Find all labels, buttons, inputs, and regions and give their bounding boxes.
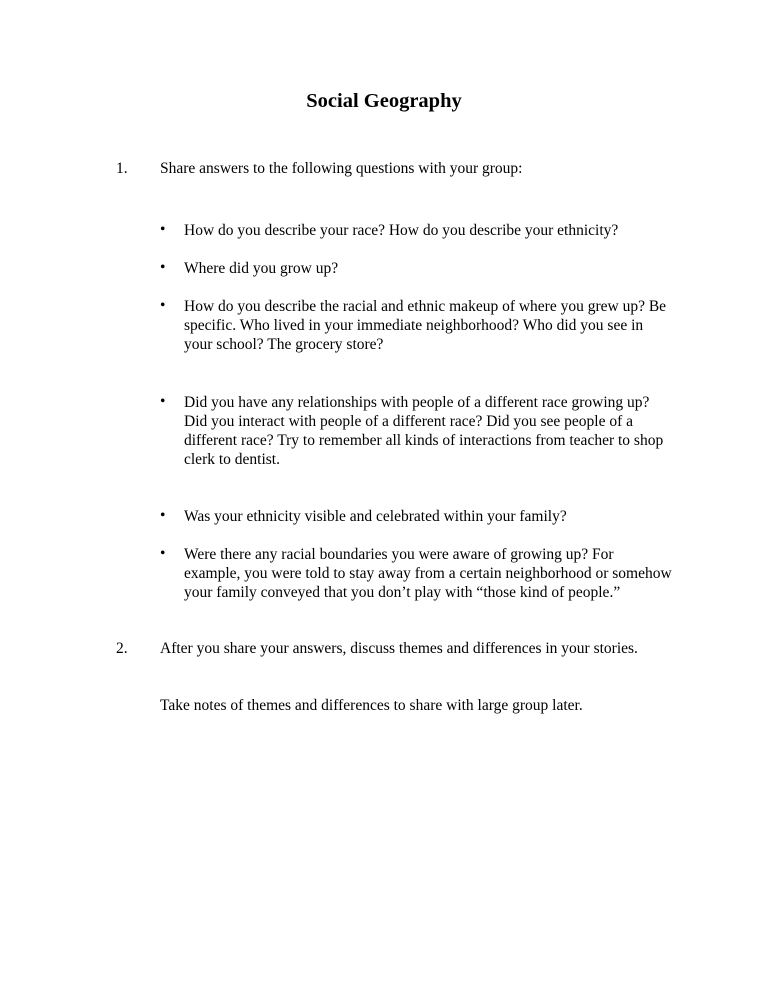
question-line: Were there any racial boundaries you were aware of growing up? For [184,546,614,563]
section-1-intro: Share answers to the following questions with your group: [160,160,523,177]
question-line: How do you describe your race? How do you describe your ethnicity? [184,222,619,239]
bullet-icon: • [160,297,166,314]
question-line: different race? Try to remember all kinds of interactions from teacher to shop [184,432,664,449]
question-line: Where did you grow up? [184,260,339,277]
question-line: Did you interact with people of a different race? Did you see people of a [184,413,634,430]
bullet-icon: • [160,507,166,524]
question-text [184,393,663,469]
bullet-icon: • [160,545,166,562]
question-text [184,259,338,278]
question-line: How do you describe the racial and ethnic makeup of where you grew up? Be [184,298,667,315]
question-line: your family conveyed that you don’t play with “those kind of people.” [184,584,621,601]
document-title: Social Geography [306,90,462,112]
bullet-icon: • [160,259,166,276]
question-text [184,297,666,354]
question-text [184,545,672,602]
question-line: Did you have any relationships with people of a different race growing up? [184,394,650,411]
bullet-icon: • [160,393,166,410]
section-2-number: 2. [116,640,128,657]
section-2-note: Take notes of themes and differences to share with large group later. [160,697,583,714]
section-1-number: 1. [116,160,128,177]
question-line: your school? The grocery store? [184,336,384,353]
section-2-intro: After you share your answers, discuss themes and differences in your stories. [160,640,638,657]
question-line: example, you were told to stay away from a certain neighborhood or somehow [184,565,672,582]
bullet-icon: • [160,221,166,238]
question-line: Was your ethnicity visible and celebrated within your family? [184,508,567,525]
question-line: clerk to dentist. [184,451,280,468]
question-text [184,221,618,240]
question-text [184,507,567,526]
question-line: specific. Who lived in your immediate neighborhood? Who did you see in [184,317,644,334]
